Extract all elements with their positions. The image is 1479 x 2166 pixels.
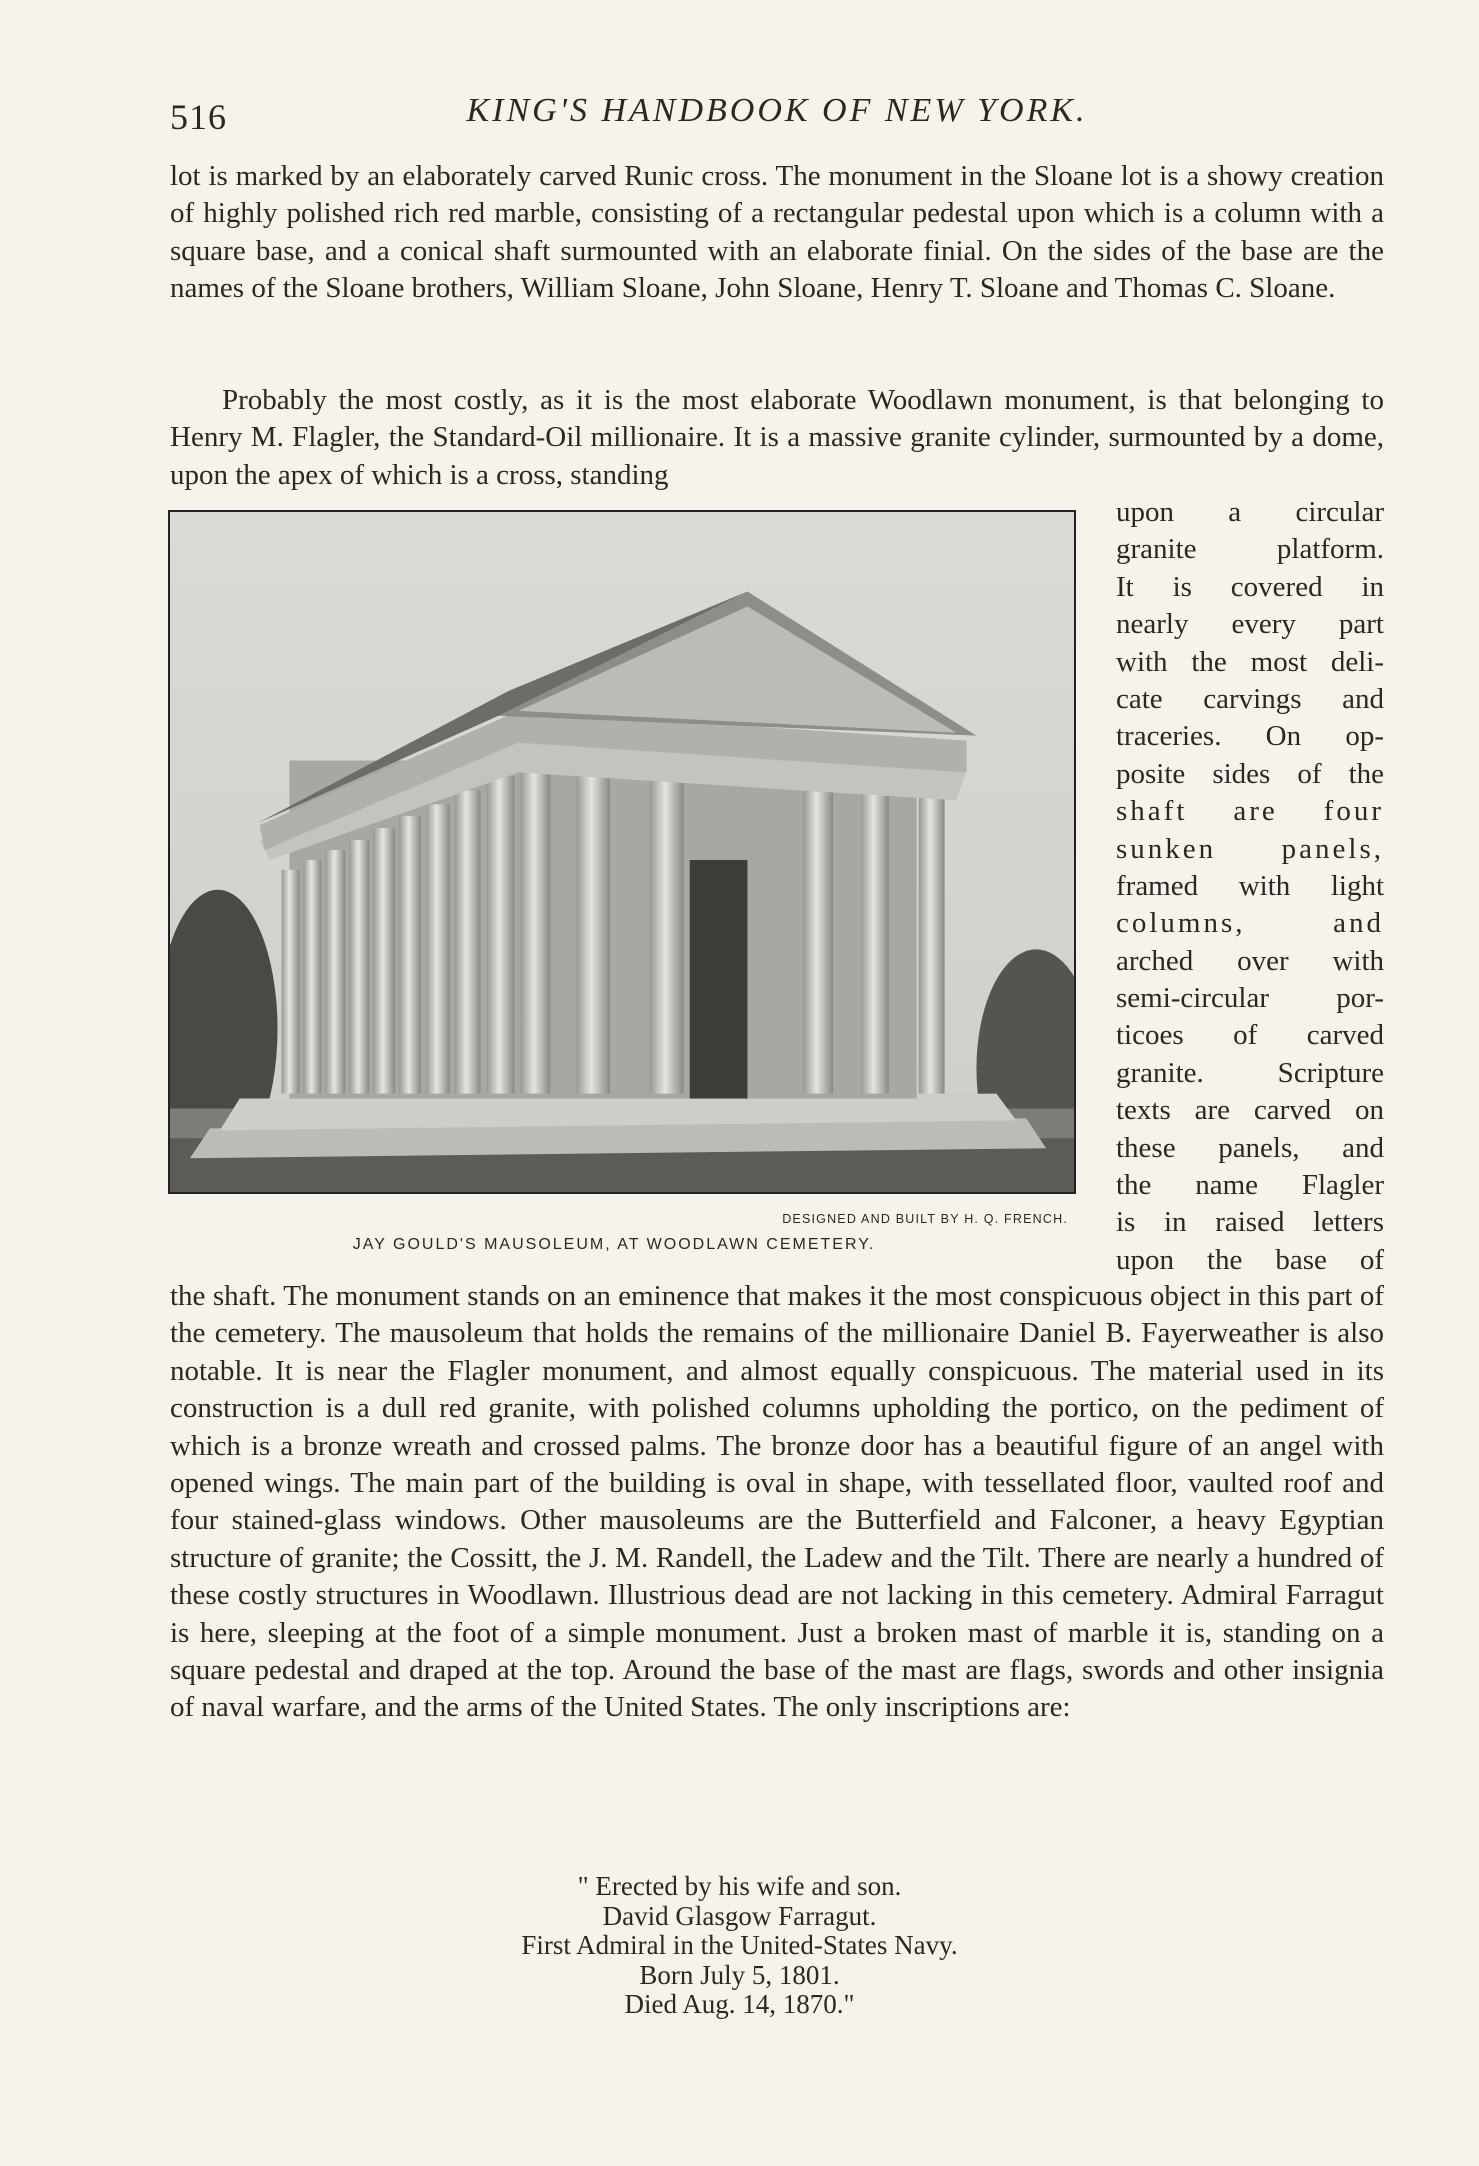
- wrapped-text-column: [1116, 494, 1384, 1279]
- page-number: 516: [170, 97, 227, 137]
- figure: [168, 510, 1080, 1254]
- wrapped-line: granite platform.: [1116, 533, 1384, 566]
- wrapped-line: posite sides of the: [1116, 757, 1384, 790]
- wrapped-line: columns, and: [1116, 907, 1384, 940]
- wrapped-line: nearly every part: [1116, 608, 1384, 641]
- wrapped-line: upon the base of: [1116, 1243, 1384, 1276]
- paragraph-sloane: lot is marked by an elaborately carved Runic cross. The monument in the Sloane lot is a showy creation of highly polished rich red marble, consisting of a rectangular pedestal upon which is a column with a square base, and a conical shaft surmounted with an elaborate finial. On the sides of the base are the names of the Sloane brothers, William Sloane, John Sloane, Henry T. Sloane and Thomas C. Sloane.: [170, 160, 1384, 305]
- figure-caption: JAY GOULD'S MAUSOLEUM, AT WOODLAWN CEMETERY.: [352, 1236, 876, 1253]
- paragraph-flagler-continued: the shaft. The monument stands on an eminence that makes it the most conspicuous object in this part of the cemetery. The mausoleum that holds the remains of the millionaire Daniel B. Fayerweather is also notable. It is near the Flagler monument, and almost equally conspicuous. The material used in its construction is a dull red granite, with polished columns upholding the portico, on the pediment of which is a bronze wreath and crossed palms. The bronze door has a beautiful figure of an angel with opened wings. The main part of the building is oval in shape, with tessellated floor, vaulted roof and four stained-glass windows. Other mausoleums are the Butterfield and Falconer, a heavy Egyptian structure of granite; the Cossitt, the J. M. Randell, the Ladew and the Tilt. There are nearly a hundred of these costly structures in Woodlawn. Illustrious dead are not lacking in this cemetery. Admiral Farragut is here, sleeping at the foot of a simple monument. Just a broken mast of marble it is, standing on a square pedestal and draped at the top. Around the base of the mast are flags, swords and other insignia of naval warfare, and the arms of the United States. The only inscriptions are:: [170, 1280, 1384, 1724]
- mausoleum-photo: [168, 510, 1076, 1194]
- farragut-inscription: [0, 1872, 1479, 2020]
- photo-credit: DESIGNED AND BUILT BY H. Q. FRENCH.: [782, 1212, 1068, 1226]
- wrapped-line: shaft are four: [1116, 795, 1384, 828]
- wrapped-line: cate carvings and: [1116, 682, 1384, 715]
- wrapped-line: semi-circular por-: [1116, 982, 1384, 1015]
- inscription-line: " Erected by his wife and son.: [577, 1871, 902, 1901]
- wrapped-line: texts are carved on: [1116, 1094, 1384, 1127]
- inscription-line: First Admiral in the United-States Navy.: [521, 1930, 958, 1960]
- wrapped-line: ticoes of carved: [1116, 1019, 1384, 1052]
- wrapped-line: is in raised letters: [1116, 1206, 1384, 1239]
- wrapped-line: traceries. On op-: [1116, 720, 1384, 753]
- wrapped-line: upon a circular: [1116, 496, 1384, 528]
- inscription-line: David Glasgow Farragut.: [602, 1900, 877, 1931]
- wrapped-line: arched over with: [1116, 944, 1384, 977]
- wrapped-line: with the most deli-: [1116, 645, 1384, 678]
- wrapped-line: sunken panels,: [1116, 832, 1384, 865]
- wrapped-line: It is covered in: [1116, 570, 1384, 603]
- running-title: KING'S HANDBOOK OF NEW YORK.: [466, 92, 1088, 129]
- wrapped-line: these panels, and: [1116, 1131, 1384, 1164]
- page-header: [170, 82, 1384, 142]
- wrapped-line: the name Flagler: [1116, 1169, 1384, 1202]
- inscription-line: Died Aug. 14, 1870.": [624, 1989, 855, 2019]
- inscription-line: Born July 5, 1801.: [639, 1959, 840, 1990]
- paragraph-flagler-intro: Probably the most costly, as it is the most elaborate Woodlawn monument, is that belonging to Henry M. Flagler, the Standard-Oil millionaire. It is a massive granite cylinder, surmounted by a dome, upon the apex of which is a cross, standing: [170, 384, 1384, 491]
- mausoleum-illustration: [170, 512, 1074, 1192]
- wrapped-line: granite. Scripture: [1116, 1056, 1384, 1089]
- wrapped-line: framed with light: [1116, 869, 1384, 902]
